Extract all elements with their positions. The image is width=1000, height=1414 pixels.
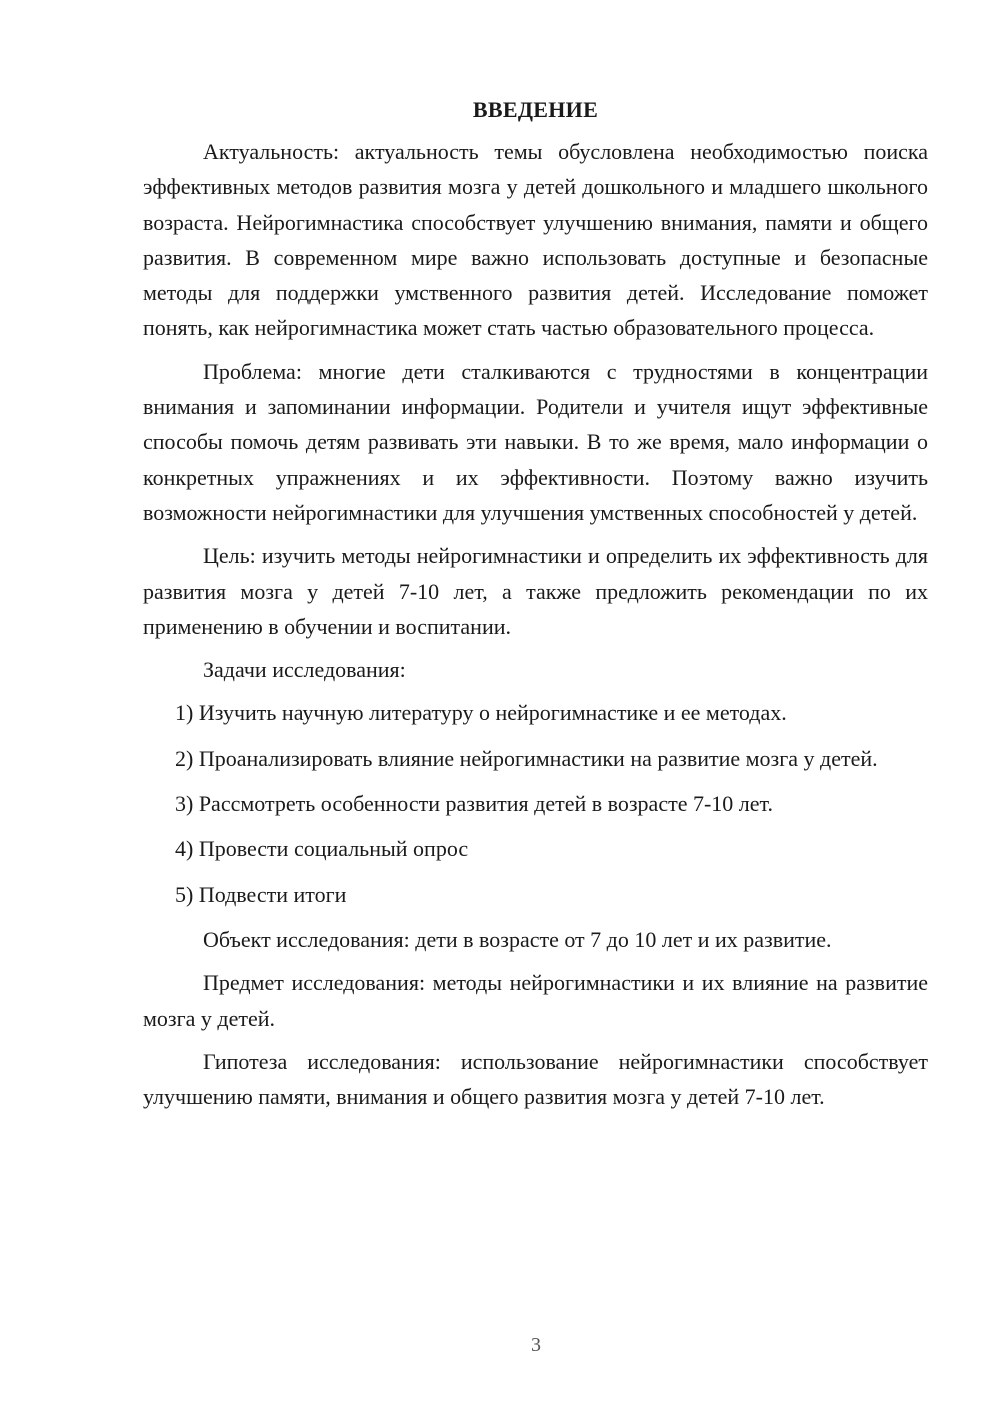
list-item: 4) Провести социальный опрос xyxy=(175,836,469,862)
goal-paragraph: Цель: изучить методы нейрогимнастики и определить их эффективность для развития мозга у детей 7-10 лет, а также предложить рекомендации по их применению в обучении и воспитании. xyxy=(143,543,928,639)
list-item: 3) Рассмотреть особенности развития детей в возрасте 7-10 лет. xyxy=(175,791,773,817)
relevance-paragraph: Актуальность: актуальность темы обусловлена необходимостью поиска эффективных методов развития мозга у детей дошкольного и младшего школьного возраста. Нейрогимнастика способствует улучшению внимания, памяти и общего развития. В современном мире важно использовать доступные и безопасные методы для поддержки умственного развития детей. Исследование поможет понять, как нейрогимнастика может стать частью образовательного процесса. xyxy=(143,139,928,341)
problem-paragraph: Проблема: многие дети сталкиваются с трудностями в концентрации внимания и запоминании информации. Родители и учителя ищут эффективные способы помочь детям развивать эти навыки. В то же время, мало информации о конкретных упражнениях и их эффективности. Поэтому важно изучить возможности нейрогимнастики для улучшения умственных способностей у детей. xyxy=(143,358,928,525)
tasks-heading: Задачи исследования: xyxy=(203,657,406,683)
document-page xyxy=(143,94,928,1122)
list-item: 1) Изучить научную литературу о нейрогимнастике и ее методах. xyxy=(175,700,787,726)
page-title: ВВЕДЕНИЕ xyxy=(472,97,599,122)
hypothesis-paragraph: Гипотеза исследования: использование нейрогимнастики способствует улучшению памяти, внимания и общего развития мозга у детей 7-10 лет. xyxy=(143,1048,928,1110)
list-item: 5) Подвести итоги xyxy=(175,881,347,907)
list-item: 2) Проанализировать влияние нейрогимнастики на развитие мозга у детей. xyxy=(175,745,878,771)
object-paragraph: Объект исследования: дети в возрасте от 7 до 10 лет и их развитие. xyxy=(203,926,832,952)
tasks-list xyxy=(143,695,928,911)
subject-paragraph: Предмет исследования: методы нейрогимнастики и их влияние на развитие мозга у детей. xyxy=(143,970,928,1031)
page-number: 3 xyxy=(531,1334,541,1356)
